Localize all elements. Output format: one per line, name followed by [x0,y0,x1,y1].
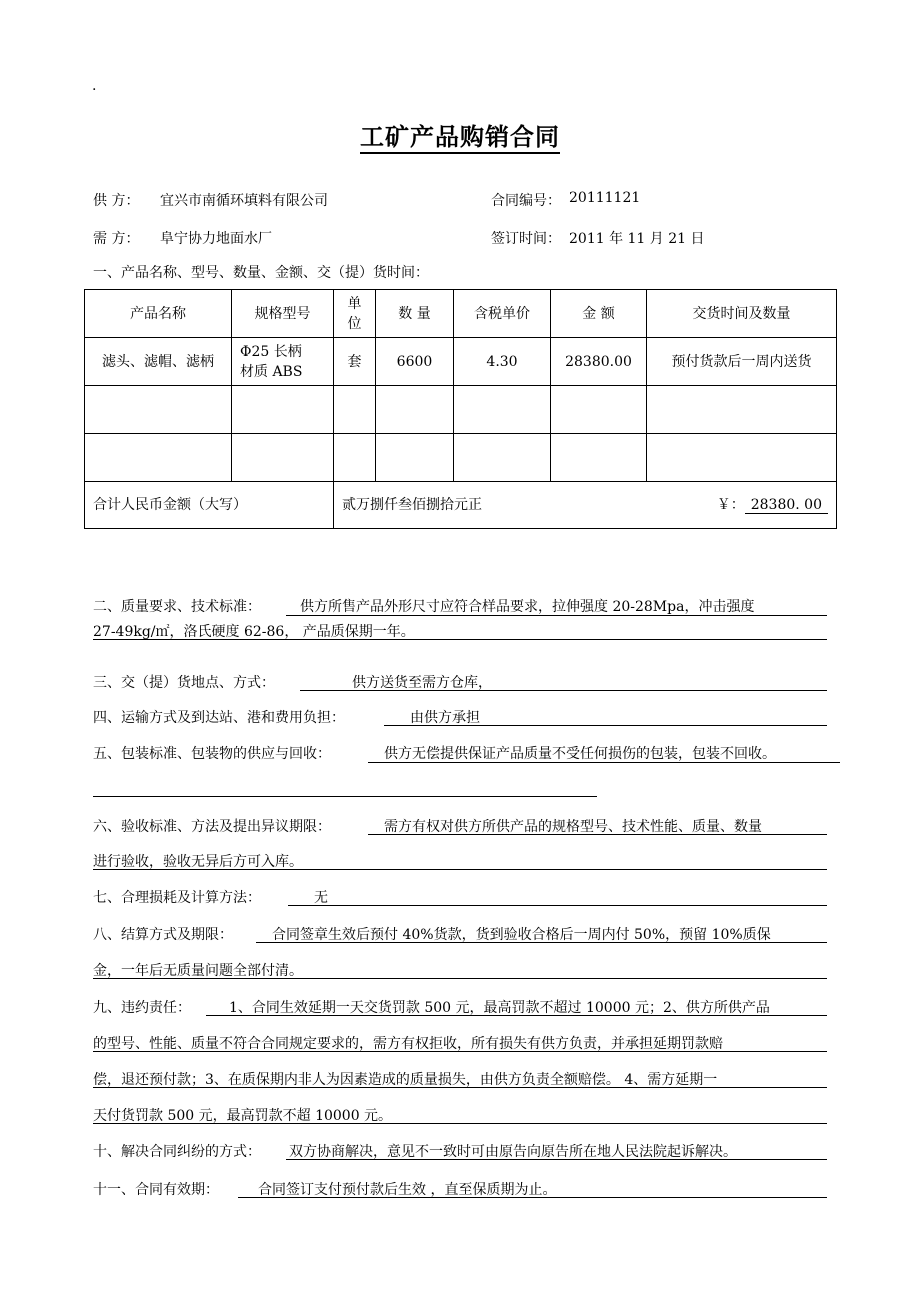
clause9-text-4: 天付货罚款 500 元，最高罚款不超 10000 元。 [93,1108,393,1124]
clause7-label: 七、合理损耗及计算方法： [93,890,261,906]
clause9-text-3: 偿，退还预付款；3、在质保期内非人为因素造成的质量损失，由供方负责全额赔偿。 4、需方延期一 [93,1072,718,1088]
clause9-text-1: 1、合同生效延期一天交货罚款 500 元，最高罚款不超过 10000 元；2、供方所供产品 [229,1000,770,1016]
table-row-empty [85,434,837,482]
header-amount: 金 额 [551,290,647,338]
header-price: 含税单价 [454,290,551,338]
section1-heading: 一、产品名称、型号、数量、金额、交（提）货时间： [93,265,429,281]
contract-no-label: 合同编号： [491,193,561,209]
clause4-text: 由供方承担 [410,710,480,726]
supplier-name: 宜兴市南循环填料有限公司 [160,193,328,209]
clause7-text: 无 [314,890,328,906]
stray-dot: . [92,78,97,94]
header-delivery: 交货时间及数量 [647,290,837,338]
buyer-label: 需 方： [93,231,140,247]
clause8-text-1: 合同签章生效后预付 40%货款，货到验收合格后一周内付 50%，预留 10%质保 [272,927,771,943]
clause5-text: 供方无偿提供保证产品质量不受任何损伤的包装，包装不回收。 [384,746,776,762]
clause9-text-2: 的型号、性能、质量不符合合同规定要求的，需方有权拒收，所有损失有供方负责，并承担延期罚款赔 [93,1036,723,1052]
clause11-label: 十一、合同有效期： [93,1182,219,1198]
cell-delivery: 预付货款后一周内送货 [647,338,837,386]
clause9-label: 九、违约责任： [93,1000,191,1016]
cell-product-name: 滤头、滤帽、滤柄 [85,338,232,386]
clause2-label: 二、质量要求、技术标准： [93,599,261,615]
clause10-label: 十、解决合同纠纷的方式： [93,1144,261,1160]
clause6-text-2: 进行验收，验收无异后方可入库。 [93,854,303,870]
clause11-text: 合同签订支付预付款后生效 ，直至保质期为止。 [258,1182,557,1198]
sign-time-label: 签订时间： [491,231,561,247]
buyer-name: 阜宁协力地面水厂 [160,231,272,247]
table-total-row [85,482,837,529]
total-yen: ￥： 28380. 00 [717,495,828,515]
header-qty: 数 量 [376,290,454,338]
clause6-text-1: 需方有权对供方所供产品的规格型号、技术性能、质量、数量 [384,819,762,835]
clause8-label: 八、结算方式及期限： [93,927,233,943]
clause5-label: 五、包装标准、包装物的供应与回收： [93,746,331,762]
total-value [334,482,837,529]
clause4-label: 四、运输方式及到达站、港和费用负担： [93,710,345,726]
clause6-label: 六、验收标准、方法及提出异议期限： [93,819,331,835]
clause2-text-1: 供方所售产品外形尺寸应符合样品要求，拉伸强度 20-28Mpa，冲击强度 [300,599,755,615]
cell-price: 4.30 [454,338,551,386]
clause10-text: 双方协商解决，意见不一致时可由原告向原告所在地人民法院起诉解决。 [289,1144,737,1160]
sign-time: 2011 年 11 月 21 日 [569,231,705,247]
header-product-name: 产品名称 [85,290,232,338]
contract-no: 20111121 [569,190,641,206]
table-header-row [85,290,837,338]
table-row [85,338,837,386]
total-words: 贰万捌仟叁佰捌拾元正 [342,497,482,513]
header-spec: 规格型号 [232,290,334,338]
table-row-empty [85,386,837,434]
cell-unit: 套 [334,338,376,386]
clause8-text-2: 金，一年后无质量问题全部付清。 [93,963,303,979]
header-unit: 单 位 [334,290,376,338]
total-label: 合计人民币金额（大写） [85,482,334,529]
supplier-label: 供 方： [93,193,140,209]
cell-spec: Φ25 长柄 材质 ABS [232,338,334,386]
clause3-label: 三、交（提）货地点、方式： [93,675,275,691]
clause2-text-2: 27-49kg/㎡，洛氏硬度 62-86， 产品质保期一年。 [93,624,415,640]
cell-amount: 28380.00 [551,338,647,386]
clause3-text: 供方送货至需方仓库， [352,675,492,691]
product-table [84,289,837,529]
cell-qty: 6600 [376,338,454,386]
page-title: 工矿产品购销合同 [0,117,920,152]
